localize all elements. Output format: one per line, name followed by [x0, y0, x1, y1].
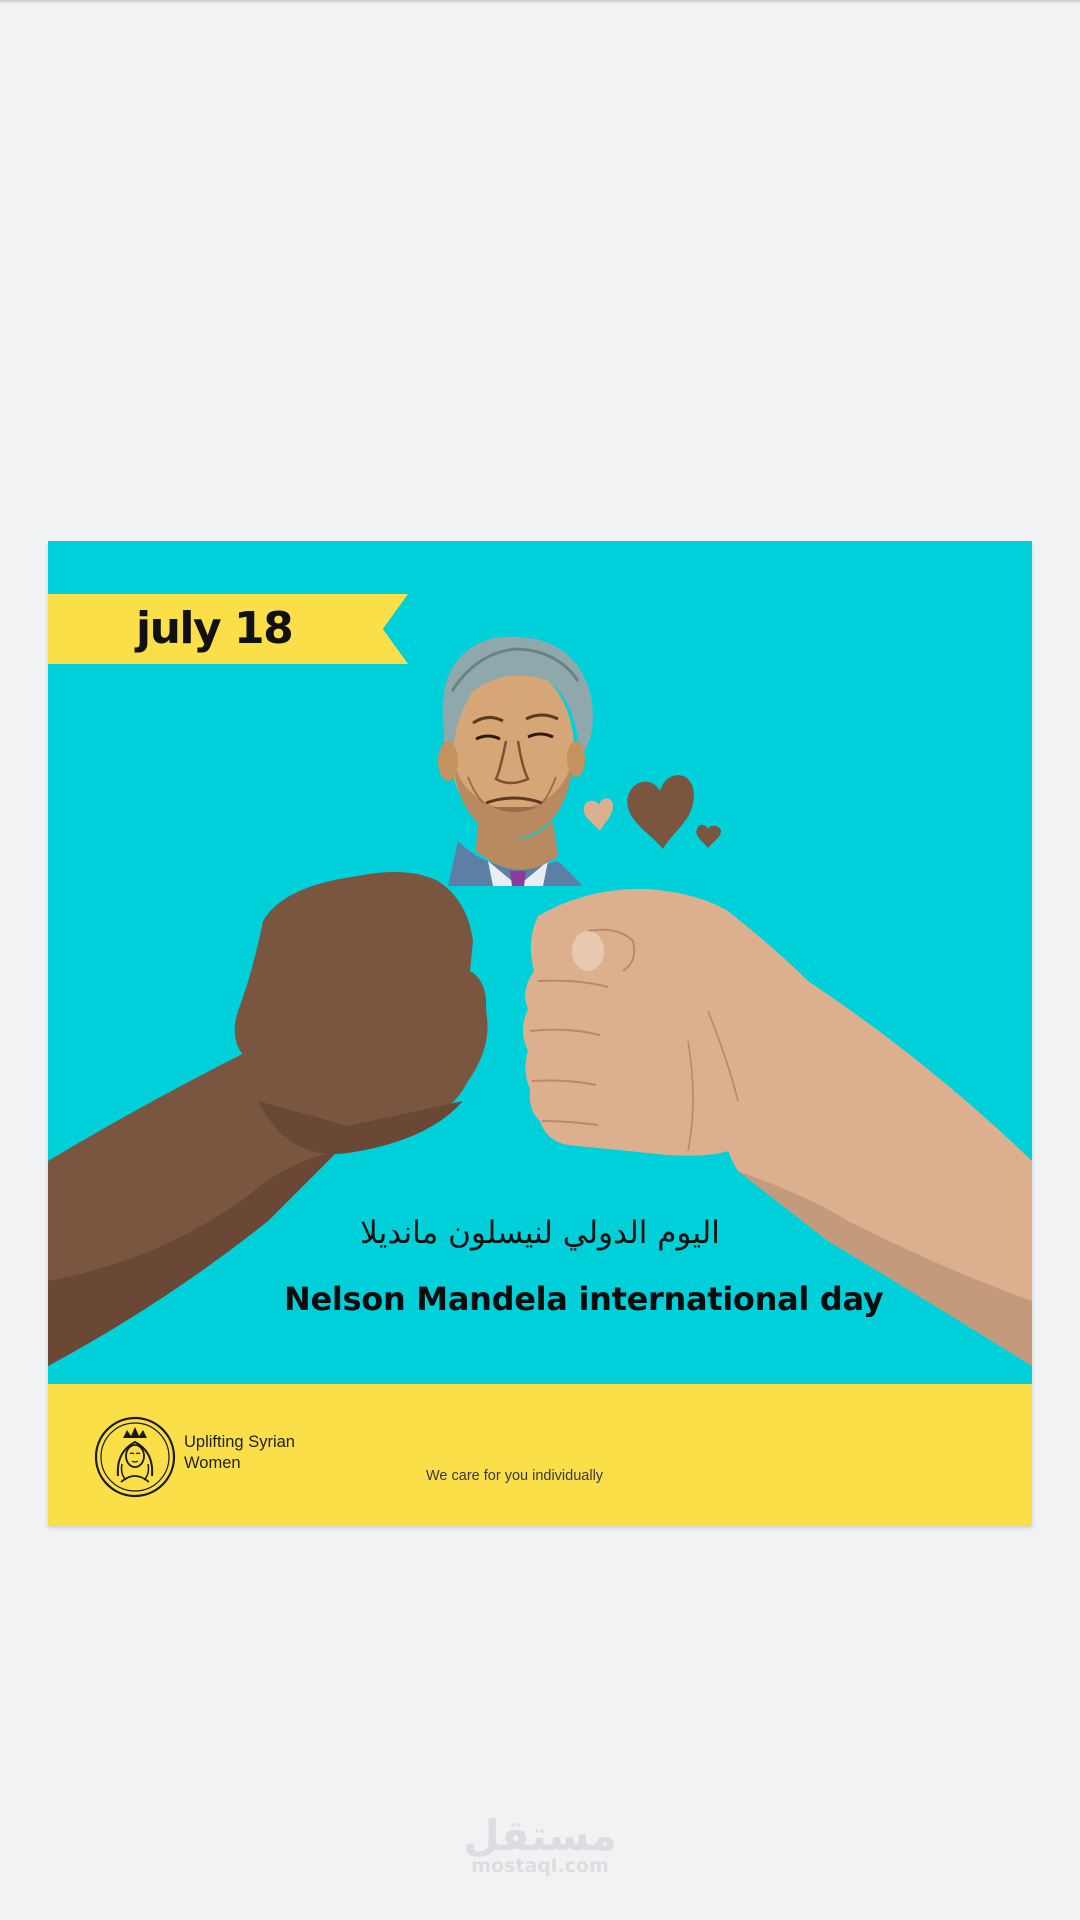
watermark — [0, 1812, 1080, 1876]
watermark-latin: mostaql.com — [471, 1855, 609, 1877]
woman-crown-logo-icon — [94, 1416, 176, 1498]
poster-artwork — [48, 541, 1032, 1384]
org-name: Uplifting Syrian Women — [184, 1433, 295, 1472]
date-label: july 18 — [136, 603, 293, 654]
footer-band — [48, 1384, 1032, 1526]
watermark-arabic: مستقل — [463, 1811, 617, 1860]
heart-icon — [696, 825, 721, 848]
english-title: Nelson Mandela international day — [284, 1280, 884, 1318]
post-card — [48, 541, 1032, 1526]
tagline: We care for you individually — [426, 1468, 604, 1484]
arabic-title: اليوم الدولي لنيسلون مانديلا — [360, 1215, 720, 1251]
top-shadow — [0, 0, 1080, 4]
poster — [48, 541, 1032, 1384]
heart-icon — [627, 775, 694, 849]
mandela-portrait-illustration — [438, 637, 593, 886]
heart-icon — [584, 798, 613, 831]
